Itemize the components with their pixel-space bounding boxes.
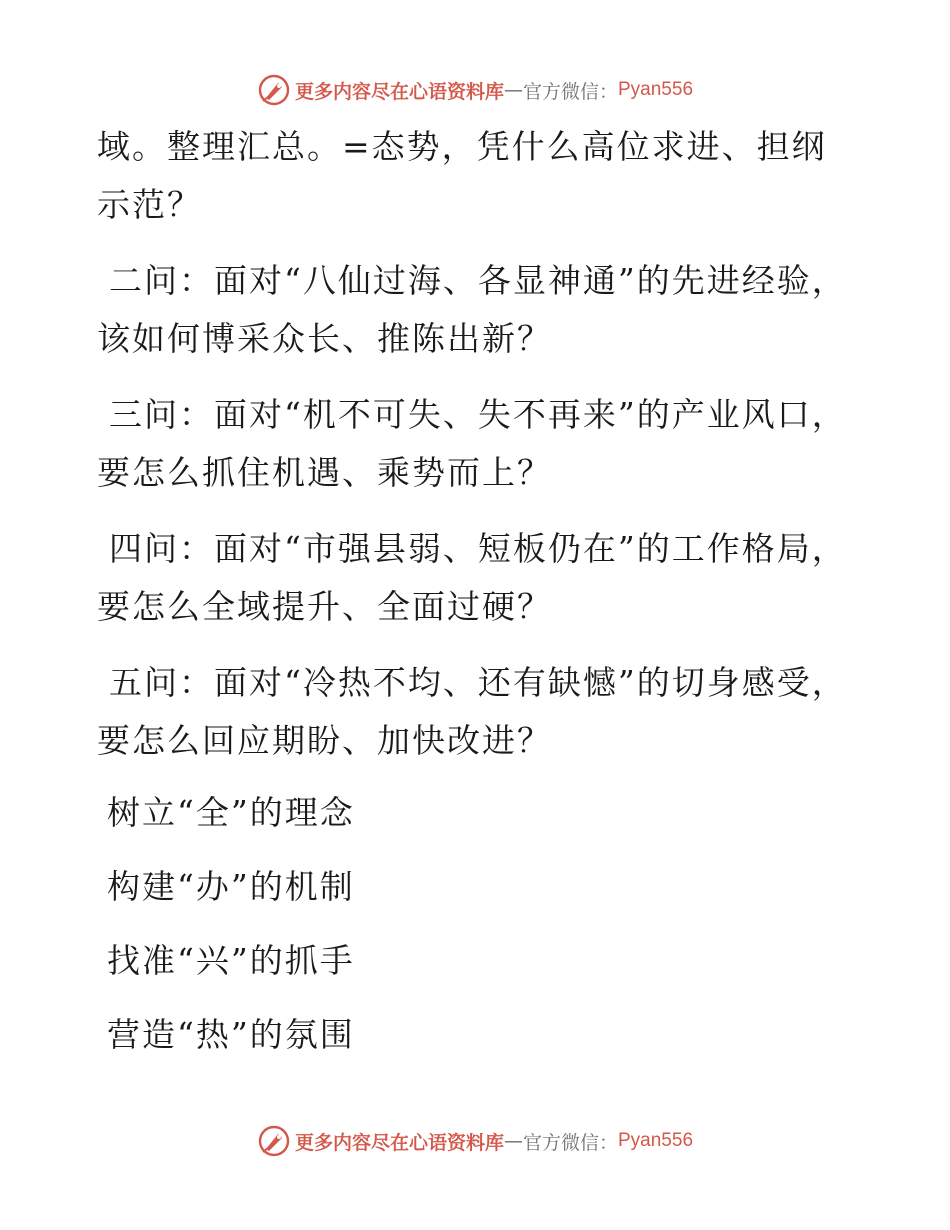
continuation-paragraph: 域。整理汇总。=态势，凭什么高位求进、担纲示范？ [97,127,827,224]
question-paragraph-5: 五问：面对“冷热不均、还有缺憾”的切身感受，要怎么回应期盼、加快改进？ [97,663,847,760]
watermark-wechat-label: 官方微信： [522,1131,618,1154]
header-watermark [0,70,950,110]
pen-nib-icon [257,73,291,107]
point-item-3: 找准“兴”的抓手 [107,941,355,980]
footer-watermark [0,1121,950,1161]
watermark-dash: — [503,79,523,101]
point-item-1: 树立“全”的理念 [107,793,355,832]
question-paragraph-4: 四问：面对“市强县弱、短板仍在”的工作格局，要怎么全域提升、全面过硬？ [97,529,847,626]
watermark-account: Pyan556 [618,1130,694,1151]
point-item-4: 营造“热”的氛围 [107,1015,355,1054]
watermark-wechat-label: 官方微信： [522,80,618,103]
pen-nib-icon [257,1124,291,1158]
watermark-title: 更多内容尽在心语资料库 [294,80,504,103]
point-item-2: 构建“办”的机制 [107,867,355,906]
watermark-title: 更多内容尽在心语资料库 [294,1131,504,1154]
question-paragraph-3: 三问：面对“机不可失、失不再来”的产业风口，要怎么抓住机遇、乘势而上？ [97,395,847,492]
document-body [97,118,857,1064]
watermark-dash: — [503,1130,523,1152]
watermark-account: Pyan556 [618,79,694,100]
question-paragraph-2: 二问：面对“八仙过海、各显神通”的先进经验，该如何博采众长、推陈出新？ [97,261,847,358]
